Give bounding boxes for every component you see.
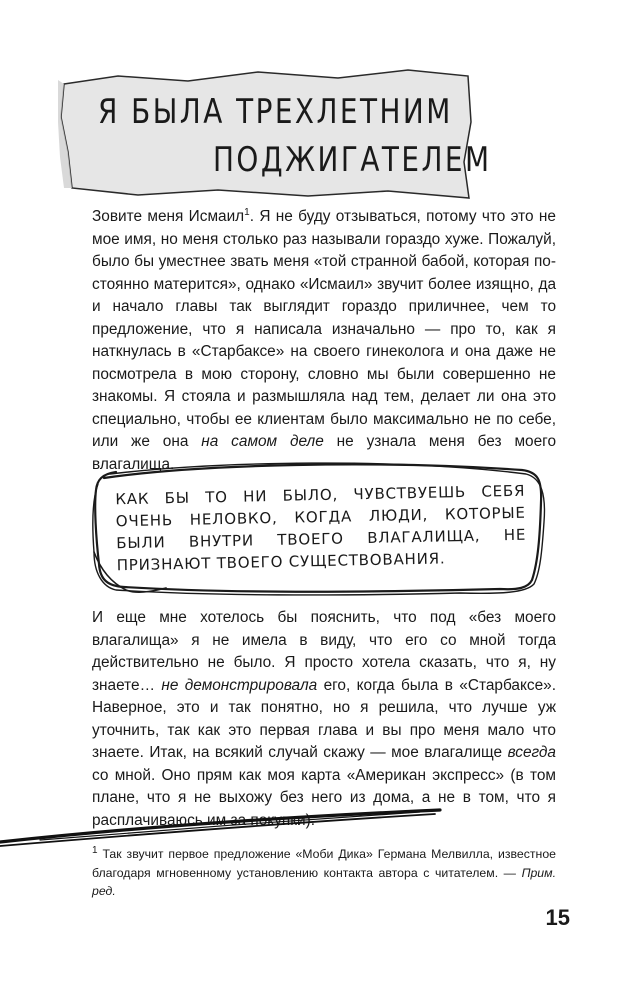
torn-paper-background	[58, 62, 478, 202]
callout-box	[80, 456, 550, 596]
chapter-title-block	[58, 62, 492, 202]
emphasis-text: всегда	[507, 744, 556, 761]
emphasis-text: не демонстрировала	[161, 676, 318, 694]
footnote-marker: 1	[92, 844, 98, 856]
editor-note: Прим. ред.	[92, 865, 556, 898]
body-paragraph-2: И еще мне хотелось бы пояснить, что под «без моего влагалища» я не имела в виду, что его со мной тогда действительно не было. Я просто хотела сказать, что я, ну знаете… не демонстрировала его, когда была в «Старбаксе». Наверное, это и так понятно, но я решила, что лучше уж уточнить, так как это первая глава и вы про меня мало что знаете. Итак, на всякий случай скажу — мое влагалище всегда со мной. Оно прям как моя карта «Американ экспресс» (в том плане, что я не выхожу без него из дома, а не в том, что я расплачиваюсь им за покупки).	[92, 609, 556, 829]
brush-stroke-divider	[0, 800, 644, 850]
page-number: 15	[545, 905, 570, 930]
footnote: $^1$ Так звучит первое предложение «Моби Дика» Германа Мелвилла, известное благодаря мгновенному установлению контакта автора с читателем. — Прим. ред.	[92, 844, 556, 898]
chapter-title-line-1: Я БЫЛА ТРЕХЛЕТНИМ	[98, 92, 453, 132]
footnote-reference: 1	[244, 206, 250, 218]
body-paragraph-1: Зовите меня Исмаил$^1$. Я не буду отзываться, потому что это не мое имя, но меня столько раз называли гораздо хуже. Пожалуй, было бы уместнее звать меня «той странной бабой, которая постоянно матерится», однако «Исмаил» звучит более изящно, да и начало главы так выглядит гораздо приличнее, чем то предложение, что я написала изначально — про то, как я наткнулась в «Старбаксе» на своего гинеколога и она даже не посмотрела в мою сторону, словно мы были совершенно не знакомы. Я стояла и размышляла над тем, делает ли она это специально, чтобы ее клиентам было максимально не по себе, или же она на самом деле не узнала меня без моего влагалища.	[92, 206, 556, 473]
callout-text: КАК БЫ ТО НИ БЫЛО, ЧУВСТВУЕШЬ СЕБЯ ОЧЕНЬ НЕЛОВКО, КОГДА ЛЮДИ, КОТОРЫЕ БЫЛИ ВНУТРИ ТВОЕГО ВЛАГАЛИЩА, НЕ ПРИЗНАЮТ ТВОЕГО СУЩЕСТВОВАНИЯ.	[115, 481, 527, 575]
emphasis-text: на самом деле	[201, 433, 324, 450]
chapter-title-line-2: ПОДЖИГАТЕЛЕМ	[213, 140, 492, 180]
